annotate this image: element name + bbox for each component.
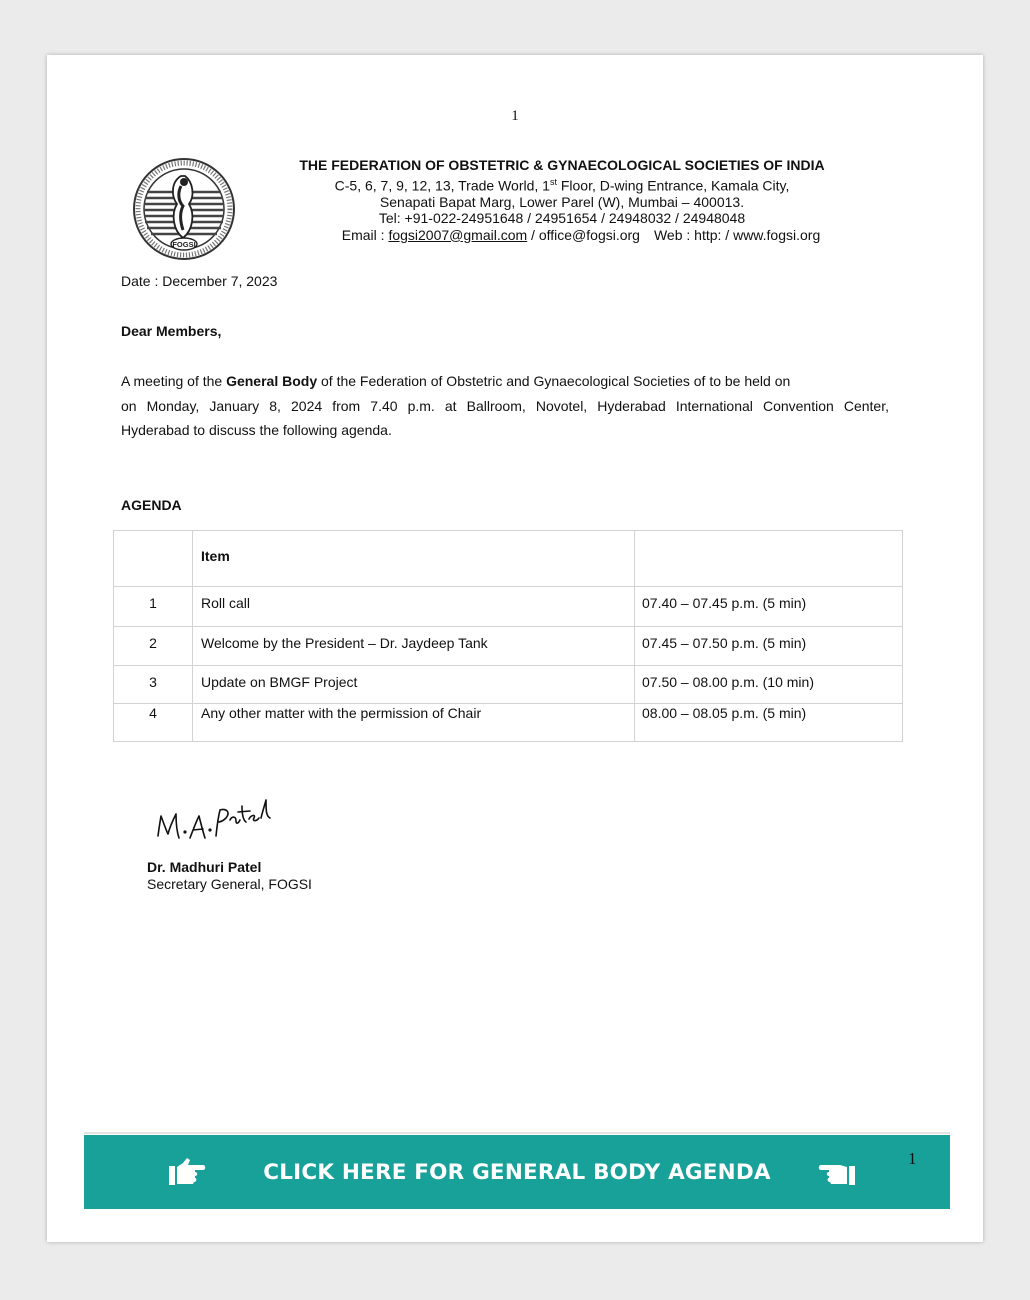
signatory-title: Secretary General, FOGSI xyxy=(147,876,312,892)
logo-text: FOGSI xyxy=(172,240,196,249)
page-number-bottom: 1 xyxy=(908,1149,917,1168)
signature-image xyxy=(152,792,282,848)
table-row xyxy=(114,587,903,627)
header-time xyxy=(635,531,903,587)
row-num: 3 xyxy=(114,666,193,704)
pointing-hand-right-icon xyxy=(818,1157,856,1187)
page-number-top: 1 xyxy=(511,108,519,124)
organization-name: THE FEDERATION OF OBSTETRIC & GYNAECOLOGICAL SOCIETIES OF INDIA xyxy=(299,157,825,173)
email-secondary: / office@fogsi.org xyxy=(527,226,640,243)
letterhead xyxy=(277,157,847,243)
letter-body: A meeting of the General Body of the Federation of Obstetric and Gynaecological Societies of to be held on on Monday, January 8, 2024 from 7.40 p.m. at Ballroom, Novotel, Hyderabad International Convention Center, Hyderabad to discuss the following agenda. xyxy=(121,373,889,438)
table-row xyxy=(114,627,903,666)
letter-date: Date : December 7, 2023 xyxy=(121,273,278,289)
body-bold-term: General Body xyxy=(226,373,318,389)
row-time: 07.50 – 08.00 p.m. (10 min) xyxy=(635,666,903,704)
row-item: Welcome by the President – Dr. Jaydeep Tank xyxy=(193,627,635,666)
general-body-agenda-banner-button[interactable] xyxy=(84,1135,950,1209)
agenda-header-row xyxy=(114,531,903,587)
salutation: Dear Members, xyxy=(121,323,222,339)
agenda-table xyxy=(113,530,903,742)
email-link[interactable]: fogsi2007@gmail.com xyxy=(388,226,528,243)
row-time: 07.40 – 07.45 p.m. (5 min) xyxy=(635,587,903,627)
row-num: 1 xyxy=(114,587,193,627)
row-num: 2 xyxy=(114,627,193,666)
row-item: Any other matter with the permission of Chair xyxy=(193,704,635,742)
banner-divider xyxy=(84,1132,950,1134)
agenda-heading: AGENDA xyxy=(121,497,182,513)
row-time: 07.45 – 07.50 p.m. (5 min) xyxy=(635,627,903,666)
table-row xyxy=(114,666,903,704)
banner-label: CLICK HERE FOR GENERAL BODY AGENDA xyxy=(263,1159,771,1185)
address-line-2: Senapati Bapat Marg, Lower Parel (W), Mumbai – 400013. xyxy=(379,193,745,210)
header-item: Item xyxy=(193,531,635,587)
row-item: Update on BMGF Project xyxy=(193,666,635,704)
row-time: 08.00 – 08.05 p.m. (5 min) xyxy=(635,704,903,742)
pointing-hand-right-icon xyxy=(168,1157,206,1187)
address-line-1: C-5, 6, 7, 9, 12, 13, Trade World, 1st Floor, D-wing Entrance, Kamala City, xyxy=(334,176,790,194)
telephone-line: Tel: +91-022-24951648 / 24951654 / 24948032 / 24948048 xyxy=(378,210,746,227)
table-row xyxy=(114,704,903,742)
fogsi-seal-icon xyxy=(131,156,237,262)
row-num: 4 xyxy=(114,704,193,742)
signatory-name: Dr. Madhuri Patel xyxy=(147,859,262,875)
website: Web : http: / www.fogsi.org xyxy=(653,226,821,243)
document-page xyxy=(47,55,983,1242)
header-num xyxy=(114,531,193,587)
contact-line: Email : fogsi2007@gmail.com / office@fogsi.org Web : http: / www.fogsi.org xyxy=(341,226,821,243)
row-item: Roll call xyxy=(193,587,635,627)
